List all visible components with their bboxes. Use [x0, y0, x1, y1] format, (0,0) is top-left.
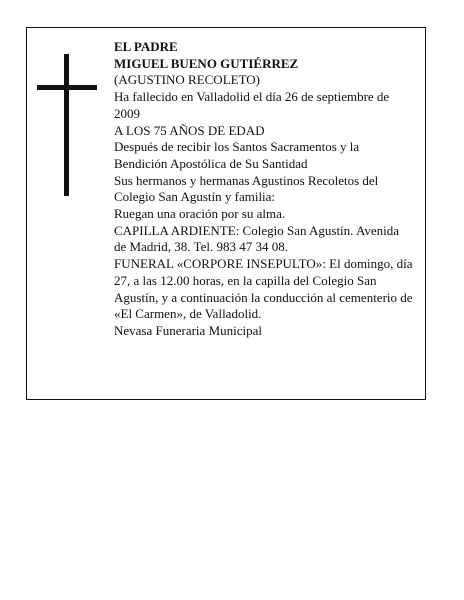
funeral-info: FUNERAL «CORPORE INSEPULTO»: El domingo, día 27, a las 12.00 horas, en la capilla del Colegio San Agustín, y a continuación la conducción al cementerio de «El Carmen», de Valladolid. — [114, 256, 413, 322]
family-line: Sus hermanos y hermanas Agustinos Recoletos del Colegio San Agustín y familia: — [114, 172, 379, 205]
death-announcement: Ha fallecido en Valladolid el día 26 de septiembre de 2009 — [114, 89, 390, 121]
cross-horizontal-bar — [37, 85, 97, 90]
cross-icon — [37, 54, 97, 196]
deceased-name: MIGUEL BUENO GUTIÉRREZ — [114, 55, 299, 71]
funeral-home: Nevasa Funeraria Municipal — [114, 322, 263, 338]
sacraments-line: Después de recibir los Santos Sacramentos y la Bendición Apostólica de Su Santidad — [114, 139, 360, 171]
religious-order: (AGUSTINO RECOLETO) — [114, 72, 260, 88]
prayer-request: Ruegan una oración por su alma. — [114, 206, 286, 222]
chapel-info: CAPILLA ARDIENTE: Colegio San Agustín. Avenida de Madrid, 38. Tel. 983 47 34 08. — [114, 222, 400, 255]
notice-title: EL PADRE — [114, 39, 178, 54]
age-at-death: A LOS 75 AÑOS DE EDAD — [114, 122, 265, 138]
obituary-text — [114, 39, 414, 340]
cross-vertical-bar — [64, 54, 69, 196]
